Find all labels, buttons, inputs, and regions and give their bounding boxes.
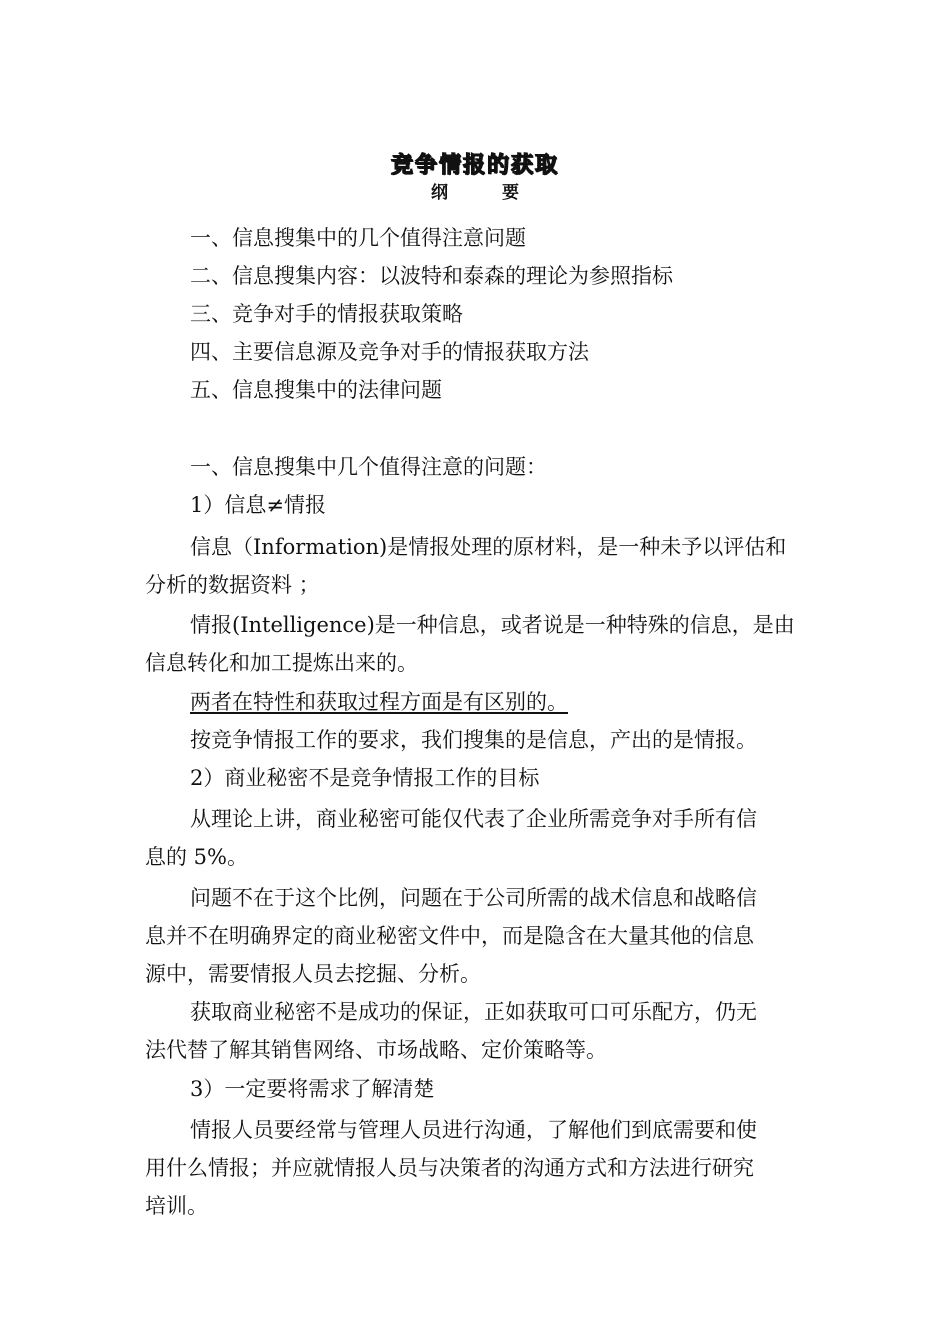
outline-item-5: 五、信息搜集中的法律问题 <box>190 378 442 402</box>
outline-item-4: 四、主要信息源及竞争对手的情报获取方法 <box>190 340 589 364</box>
outline-item-3: 三、竞争对手的情报获取策略 <box>190 302 463 326</box>
document-title: 竞争情报的获取 <box>390 152 559 178</box>
item-heading-1: 1）信息≠情报 <box>190 493 326 517</box>
section-heading: 一、信息搜集中几个值得注意的问题： <box>190 455 547 479</box>
paragraph-line: 息的 5%。 <box>145 845 248 869</box>
paragraph-line: 分析的数据资料 ； <box>145 573 320 597</box>
underlined-paragraph: 两者在特性和获取过程方面是有区别的。 <box>190 690 568 714</box>
paragraph-line: 按竞争情报工作的要求，我们搜集的是信息，产出的是情报。 <box>190 728 757 752</box>
paragraph-line: 用什么情报；并应就情报人员与决策者的沟通方式和方法进行研究 <box>145 1156 754 1180</box>
paragraph-line: 法代替了解其销售网络、市场战略、定价策略等。 <box>145 1038 607 1062</box>
paragraph-line: 问题不在于这个比例，问题在于公司所需的战术信息和战略信 <box>190 886 757 910</box>
paragraph-line: 信息转化和加工提炼出来的。 <box>145 651 418 675</box>
paragraph-line: 源中，需要情报人员去挖掘、分析。 <box>145 962 481 986</box>
paragraph-line: 息并不在明确界定的商业秘密文件中，而是隐含在大量其他的信息 <box>145 924 754 948</box>
outline-item-2: 二、信息搜集内容：以波特和泰森的理论为参照指标 <box>190 264 673 288</box>
paragraph-line: 情报人员要经常与管理人员进行沟通，了解他们到底需要和使 <box>190 1118 757 1142</box>
paragraph-line: 信息（Information)是情报处理的原材料，是一种未予以评估和 <box>190 535 787 559</box>
outline-item-1: 一、信息搜集中的几个值得注意问题 <box>190 226 526 250</box>
paragraph-line: 情报(Intelligence)是一种信息，或者说是一种特殊的信息，是由 <box>190 613 795 637</box>
paragraph-line: 培训。 <box>145 1194 208 1218</box>
item-heading-2: 2）商业秘密不是竞争情报工作的目标 <box>190 766 540 790</box>
paragraph-line: 从理论上讲，商业秘密可能仅代表了企业所需竞争对手所有信 <box>190 807 757 831</box>
document-subtitle: 纲 要 <box>431 183 543 203</box>
paragraph-line: 获取商业秘密不是成功的保证，正如获取可口可乐配方，仍无 <box>190 1000 757 1024</box>
item-heading-3: 3）一定要将需求了解清楚 <box>190 1077 435 1101</box>
